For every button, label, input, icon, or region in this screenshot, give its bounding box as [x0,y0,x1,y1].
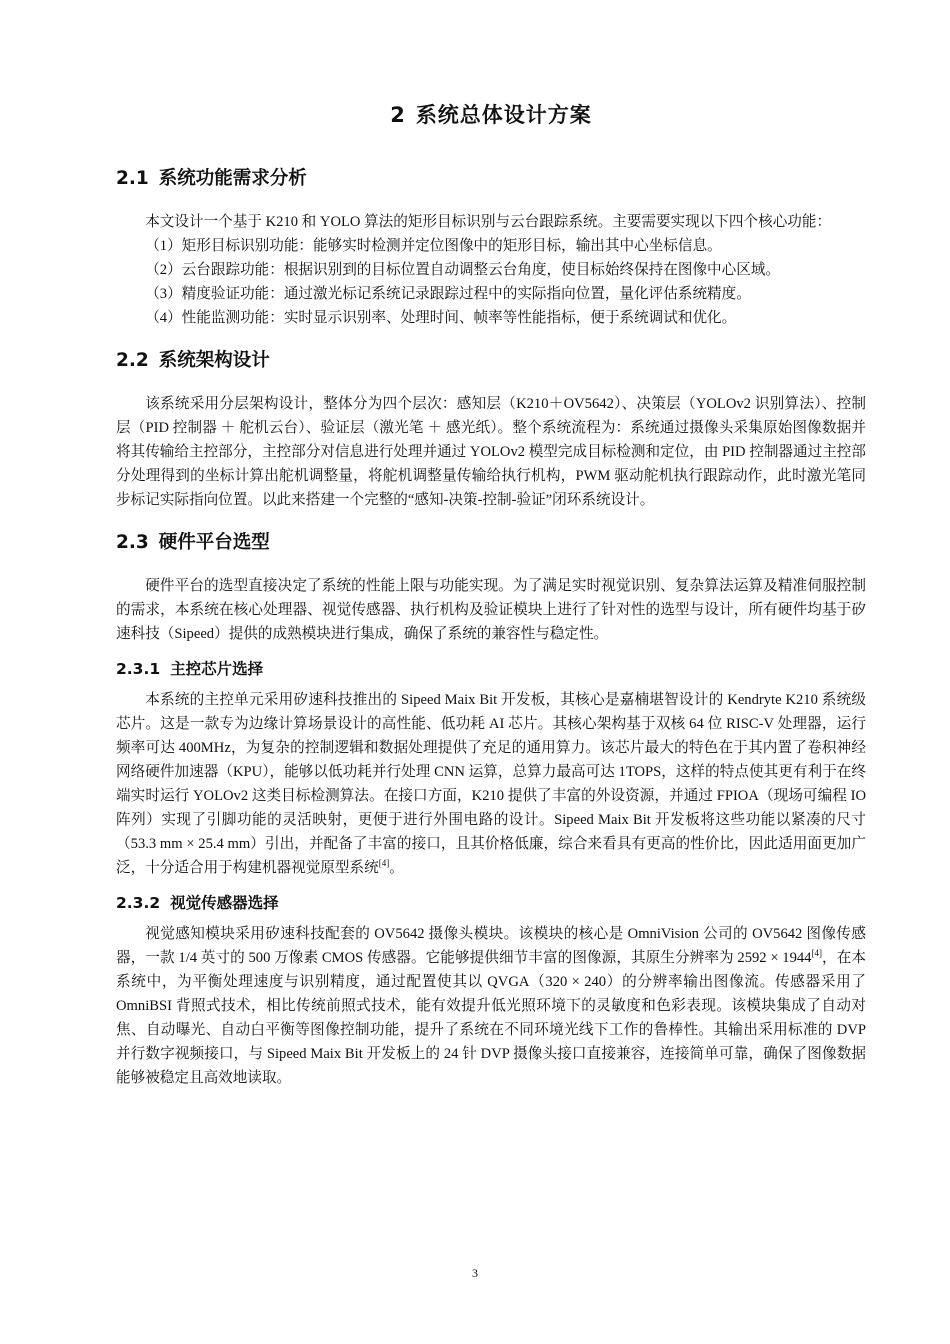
subsection-title: 主控芯片选择 [170,660,264,678]
paragraph-text-cont: ，在本系统中，为平衡处理速度与识别精度，通过配置使其以 QVGA（320 × 240）的分辨率输出图像流。传感器采用了 OmniBSI 背照式技术，相比传统前照式技术，能有效提升低光照环境下的灵敏度和色彩表现。该模块集成了自动对焦、自动曝光、自动白平衡等图像控制功能，提升了系统在不同环境光线下工作的鲁棒性。其输出采用标准的 DVP 并行数字视频接口，与 Sipeed Maix Bit 开发板上的 24 针 DVP 摄像头接口直接兼容，连接简单可靠，确保了图像数据能够被稳定且高效地读取。 [116,950,866,1086]
subsection-2-3-1-body [116,688,866,880]
section-number: 2.1 [116,168,149,189]
section-2-3-body: 硬件平台的选型直接决定了系统的性能上限与功能实现。为了满足实时视觉识别、复杂算法运算及精准伺服控制的需求，本系统在核心处理器、视觉传感器、执行机构及验证模块上进行了针对性的选型与设计，所有硬件均基于矽速科技（Sipeed）提供的成熟模块进行集成，确保了系统的兼容性与稳定性。 [116,578,866,642]
paragraph-text: 视觉感知模块采用矽速科技配套的 OV5642 摄像头模块。该模块的核心是 OmniVision 公司的 OV5642 图像传感器，一款 1/4 英寸的 500 万像素 CMOS 传感器。它能够提供细节丰富的图像源，其原生分辨率为 2592 × 1944 [116,926,866,966]
section-2-2-body: 该系统采用分层架构设计，整体分为四个层次：感知层（K210＋OV5642）、决策层（YOLOv2 识别算法）、控制层（PID 控制器 ＋ 舵机云台）、验证层（激光笔 ＋ 感光纸）。整个系统流程为：系统通过摄像头采集原始图像数据并将其传输给主控部分，主控部分对信息进行处理并通过 YOLOv2 模型完成目标检测和定位，由 PID 控制器通过主控部分处理得到的坐标计算出舵机调整量，将舵机调整量传输给执行机构，PWM 驱动舵机执行跟踪动作，此时激光笔同步标记实际指向位置。以此来搭建一个完整的“感知-决策-控制-验证”闭环系统设计。 [116,396,866,508]
list-item: （1）矩形目标识别功能：能够实时检测并定位图像中的矩形目标，输出其中心坐标信息。 [145,238,722,254]
list-item: （2）云台跟踪功能：根据识别到的目标位置自动调整云台角度，使目标始终保持在图像中心区域。 [145,262,781,278]
paragraph-text: 本系统的主控单元采用矽速科技推出的 Sipeed Maix Bit 开发板，其核心是嘉楠堪智设计的 Kendryte K210 系统级芯片。这是一款专为边缘计算场景设计的高性能、低功耗 AI 芯片。其核心架构基于双核 64 位 RISC-V 处理器，运行频率可达 400MHz，为复杂的控制逻辑和数据处理提供了充足的通用算力。该芯片最大的特色在于其内置了卷积神经网络硬件加速器（KPU），能够以低功耗并行处理 CNN 运算，总算力最高可达 1TOPS，这样的特点使其更有利于在终端实时运行 YOLOv2 这类目标检测算法。在接口方面，K210 提供了丰富的外设资源，并通过 FPIOA（现场可编程 IO 阵列）实现了引脚功能的灵活映射，更便于进行外围电路的设计。Sipeed Maix Bit 开发板将这些功能以紧凑的尺寸（53.3 mm × 25.4 mm）引出，并配备了丰富的接口，且其价格低廉，综合来看具有更高的性价比，因此适用面更加广泛，十分适合用于构建机器视觉原型系统 [116,692,866,876]
list-item: （4）性能监测功能：实时显示识别率、处理时间、帧率等性能指标，便于系统调试和优化。 [145,310,737,326]
subsection-number: 2.3.1 [116,660,161,678]
section-number: 2.2 [116,350,149,371]
section-title: 系统架构设计 [158,350,270,371]
section-number: 2.3 [116,532,149,553]
citation: [4] [811,948,822,959]
section-2-1-intro: 本文设计一个基于 K210 和 YOLO 算法的矩形目标识别与云台跟踪系统。主要需要实现以下四个核心功能： [145,214,832,230]
section-title: 系统功能需求分析 [158,168,307,189]
citation: [4] [378,858,390,869]
paragraph-end: 。 [389,860,404,876]
section-2-3-heading [116,530,866,556]
chapter-number: 2 [390,103,406,127]
section-2-1-heading [116,166,866,192]
chapter-title-text: 系统总体设计方案 [415,103,592,127]
section-2-2-heading [116,348,866,374]
page-number: 3 [472,1266,478,1280]
subsection-2-3-1-heading [116,658,866,680]
subsection-2-3-2-body [116,922,866,1090]
chapter-title [116,0,866,130]
subsection-number: 2.3.2 [116,894,161,912]
list-item: （3）精度验证功能：通过激光标记系统记录跟踪过程中的实际指向位置，量化评估系统精度。 [145,286,751,302]
section-title: 硬件平台选型 [158,532,270,553]
subsection-2-3-2-heading [116,892,866,914]
subsection-title: 视觉传感器选择 [170,894,279,912]
